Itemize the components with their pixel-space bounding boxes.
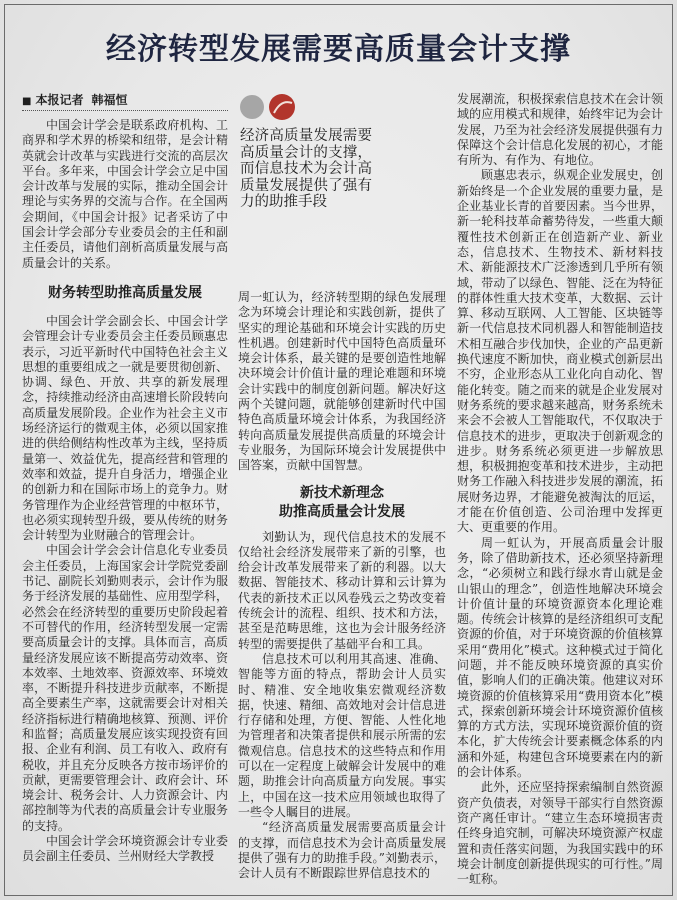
- decorative-dot-red: [269, 94, 295, 120]
- paragraph: “经济高质量发展需要高质量会计的支撑，而信息技术为会计高质量发展提供了强有力的助推手段。”刘勤表示，会计人员有不断跟踪世界信息技术的: [238, 820, 446, 881]
- section-heading-line: 助推高质量会计发展: [279, 503, 405, 520]
- pull-quote-dots: [238, 90, 308, 124]
- section-heading-finance: 财务转型助推高质量发展: [48, 284, 202, 301]
- column-middle: [238, 290, 446, 892]
- byline-author: 韩福恒: [91, 93, 128, 107]
- paragraph: 信息技术可以利用其高速、准确、智能等方面的特点，帮助会计人员实时、精准、安全地收集宏微观经济数据，快速、精细、高效地对会计信息进行存储和处理，方便、智能、人性化地为管理者和决策者提供和展示所需的宏微观信息。信息技术的这些特点和作用可以在一定程度上破解会计发展中的难题，助推会计向高质量方向发展。事实上，中国在这一技术应用领域也取得了一些令人瞩目的进展。: [238, 651, 446, 819]
- paragraph: 此外，还应坚持探索编制自然资源资产负债表，对领导干部实行自然资源资产离任审计。“建立生态环境损害责任终身追究制，可解决环境资源产权虚置和责任落实问题，为我国实践中的环境会计制度创新提供现实的可行性。”周一虹称。: [457, 780, 663, 887]
- article-title: 经济转型发展需要高质量会计支撑: [106, 32, 571, 67]
- paragraph-continued: 周一虹认为，经济转型期的绿色发展理念为环境会计理论和实践创新，提供了坚实的理论基础和环境会计实践的历史性机遇。创建新时代中国特色高质量环境会计体系，最关键的是要创造性地解决环境会计价值计量的理论难题和环境会计实践中的制度创新问题。解决好这两个关键问题，就能够创建新时代中国特色高质量环境会计体系，为我国经济转向高质量发展提供高质量的环境会计专业服务，为国际环境会计发展提供中国答案，贡献中国智慧。: [238, 290, 446, 473]
- section-heading-technology: [238, 484, 446, 522]
- byline-role: 本报记者: [35, 93, 84, 107]
- byline: [22, 92, 228, 111]
- paragraph-continued: 发展潮流，积极探索信息技术在会计领域的应用模式和规律，始终牢记为会计发展，乃至为社会经济发展提供强有力保障这个会计信息化发展的初心，才能有所为、有作为、有地位。: [457, 92, 663, 168]
- lead-paragraph: 中国会计学会是联系政府机构、工商界和学术界的桥梁和纽带，是会计精英就会计改革与实践进行交流的高层次平台。多年来，中国会计学会立足中国会计改革与发展的实际，推动全国会计理论与实务界的交流与合作。在全国两会期间，《中国会计报》记者采访了中国会计学会部分专业委员会的主任和副主任委员，请他们剖析高质量发展与高质量会计的关系。: [22, 118, 228, 270]
- paragraph: 顾惠忠表示，纵观企业发展史，创新始终是一个企业发展的重要力量，是企业基业长青的首要因素。当今世界，新一轮科技革命蓄势待发，一些重大颠覆性技术创新正在创造新产业、新业态，信息技术、生物技术、新材料技术、新能源技术广泛渗透到几乎所有领域，带动了以绿色、智能、泛在为特征的群体性重大技术变革，大数据、云计算、移动互联网、人工智能、区块链等新一代信息技术同机器人和智能制造技术相互融合步伐加快，企业的产品更新换代速度不断加快，商业模式创新层出不穷，企业形态从工业化向自动化、智能化转变。随之而来的就是企业发展对财务系统的要求越来越高，财务系统未来会不会被人工智能取代，不仅取决于信息技术的进步，更取决于创新观念的进步。财务系统必须更进一步解放思想，积极拥抱变革和技术进步，主动把财务工作融入科技进步发展的潮流，拓展财务边界，才能避免被淘汰的厄运，才能在价值创造、公司治理中发挥更大、更重要的作用。: [457, 168, 663, 535]
- paragraph: 中国会计学会环境资源会计专业委员会副主任委员、兰州财经大学教授: [22, 834, 228, 864]
- column-left: [22, 118, 228, 892]
- paragraph: 中国会计学会会计信息化专业委员会主任委员，上海国家会计学院党委副书记、副院长刘勤则表示，会计作为服务于经济发展的基础性、应用型学科，必然会在经济转型的重要历史阶段起着不可替代的作用，经济转型发展一定需要高质量会计的支撑。具体而言，高质量经济发展应该不断提高劳动效率、资本效率、土地效率、资源效率、环境效率，不断提升科技进步贡献率，不断提高全要素生产率，这就需要会计对相关经济指标进行精确地核算、预测、评价和监督；高质量发展应该实现投资有回报、企业有利润、员工有收入、政府有税收，并且充分反映各方按市场评价的贡献，更需要管理会计、政府会计、环境会计、税务会计、人力资源会计、内部控制等为代表的高质量会计专业服务的支持。: [22, 543, 228, 833]
- paragraph: 刘勤认为，现代信息技术的发展不仅给社会经济发展带来了新的引擎，也给会计改革发展带来了新的利器。以大数据、智能技术、移动计算和云计算为代表的新技术正以风卷残云之势改变着传统会计的流程、组织、技术和方法，甚至是范畴思维，这也为会计服务经济转型的需要提供了基础平台和工具。: [238, 529, 446, 651]
- pull-quote: 经济高质量发展需要高质量会计的支撑，而信息技术为会计高质量发展提供了强有力的助推手段: [240, 128, 372, 211]
- section-heading-line: 新技术新理念: [300, 484, 384, 501]
- byline-marker: ■: [22, 96, 32, 107]
- paragraph: 中国会计学会副会长、中国会计学会管理会计专业委员会主任委员顾惠忠表示，习近平新时代中国特色社会主义思想的重要组成之一就是要贯彻创新、协调、绿色、开放、共享的新发展理念，持续推动经济由高速增长阶段转向高质量发展阶段。企业作为社会主义市场经济运行的微观主体，必须以国家推进的供给侧结构性改革为主线，坚持质量第一、效益优先，提高经营和管理的效率和效益，提升自身活力，增强企业的创新力和在国际市场上的竞争力。财务管理作为企业经营管理的中枢环节，也必须实现转型升级，要从传统的财务会计转型为业财融合的管理会计。: [22, 313, 228, 543]
- column-right: [457, 92, 663, 892]
- paragraph: 周一虹认为，开展高质量会计服务，除了借助新技术，还必须坚持新理念，“必须树立和践行绿水青山就是金山银山的理念”，创造性地解决环境会计价值计量的环境资源资本化理论难题。传统会计核算的是经济组织可支配资源的价值，对于环境资源的价值核算采用“费用化”模式。这种模式过于简化问题，并不能反映环境资源的真实价值，影响人们的正确决策。他建议对环境资源的价值核算采用“费用资本化”模式，探索创新环境会计环境资源价值核算的方式方法，实现环境资源价值的资本化，扩大传统会计要素概念体系的内涵和外延，构建包含环境要素在内的新的会计体系。: [457, 535, 663, 780]
- decorative-dot-gray: [240, 95, 264, 119]
